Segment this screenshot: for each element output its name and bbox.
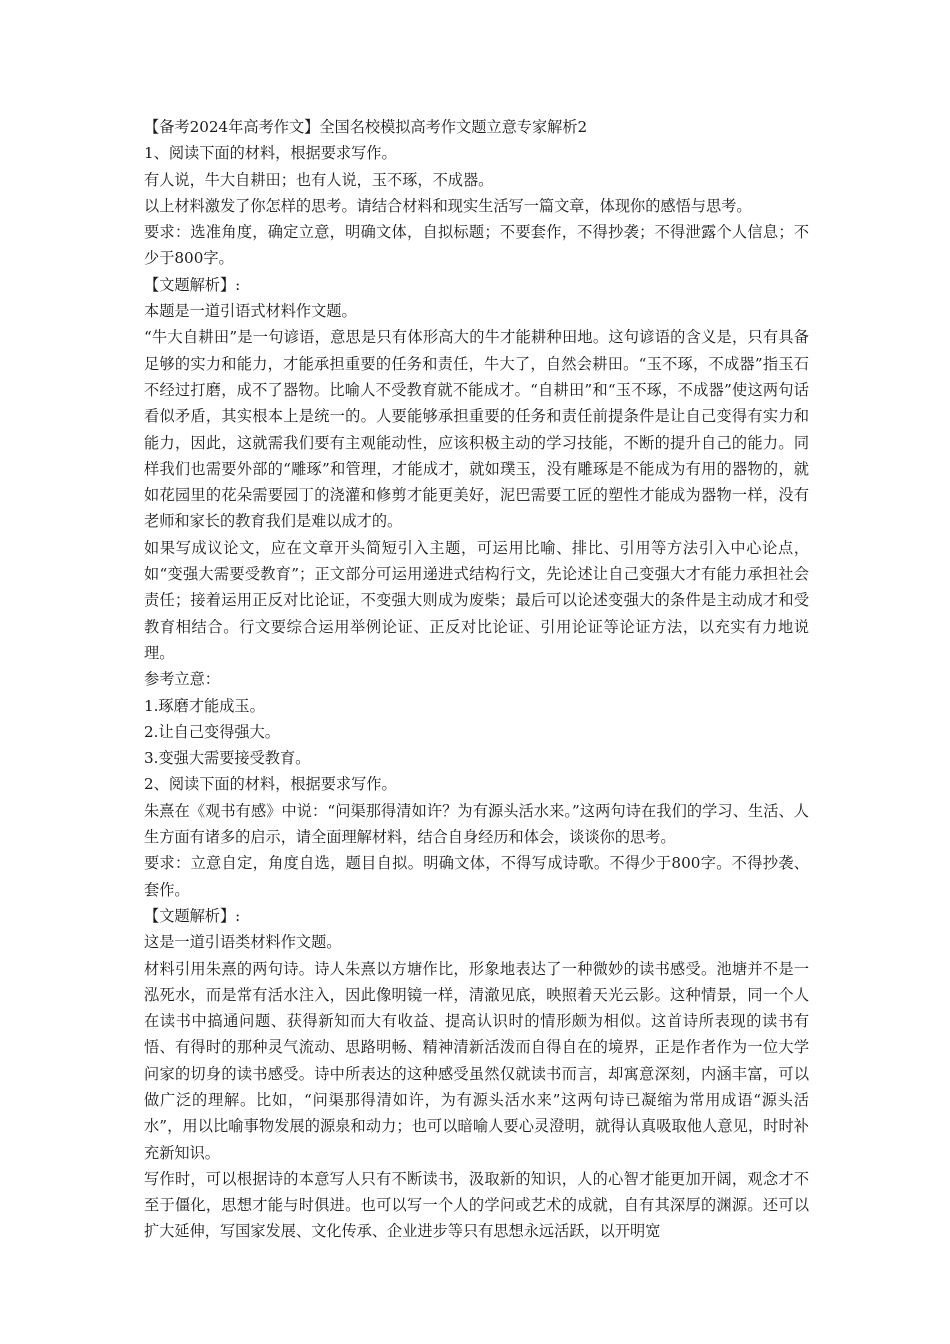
q1-analysis-type: 本题是一道引语式材料作文题。 [144,302,357,321]
q2-requirements: 要求：立意自定，角度自选，题目自拟。明确文体，不得写成诗歌。不得少于800字。不得抄袭、套作。 [144,854,809,899]
q1-requirements: 要求：选准角度，确定立意，明确文体，自拟标题；不要套作，不得抄袭；不得泄露个人信息；不少于800字。 [144,223,809,268]
q1-prompt: 以上材料激发了你怎样的思考。请结合材料和现实生活写一篇文章，体现你的感悟与思考。 [144,196,752,215]
q1-analysis-body: “牛大自耕田”是一句谚语，意思是只有体形高大的牛才能耕种田地。这句谚语的含义是，只有具备足够的实力和能力，才能承担重要的任务和责任，牛大了，自然会耕田。“玉不琢，不成器”指玉石不经过打磨，成不了器物。比喻人不受教育就不能成才。“自耕田”和“玉不琢，不成器”使这两句话看似矛盾，其实根本上是统一的。人要能够承担重要的任务和责任前提条件是让自己变得有实力和能力，因此，这就需我们要有主观能动性，应该积极主动的学习技能，不断的提升自己的能力。同样我们也需要外部的“雕琢”和管理，才能成才，就如璞玉，没有雕琢是不能成为有用的器物的，就如花园里的花朵需要园丁的浇灌和修剪才能更美好，泥巴需要工匠的塑性才能成为器物一样，没有老师和家长的教育我们是难以成才的。 [144,328,809,531]
q1-writing-advice: 如果写成议论文，应在文章开头简短引入主题，可运用比喻、排比、引用等方法引入中心论点，如“变强大需要受教育”；正文部分可运用递进式结构行文，先论述让自己变强大才有能力承担社会责任；接着运用正反对比论证，不变强大则成为废柴；最后可以论述变强大的条件是主动成才和受教育相结合。行文要综合运用举例论证、正反对比论证、引用论证等论证方法，以充实有力地说理。 [144,538,809,662]
q1-reference-item: 2.让自己变得强大。 [144,722,280,741]
document-page [144,114,809,1245]
q1-reference-item: 3.变强大需要接受教育。 [144,749,311,768]
q2-heading: 2、阅读下面的材料，根据要求写作。 [144,775,397,794]
q1-material: 有人说，牛大自耕田；也有人说，玉不琢，不成器。 [144,170,494,189]
q2-analysis-body: 材料引用朱熹的两句诗。诗人朱熹以方塘作比，形象地表达了一种微妙的读书感受。池塘并不是一泓死水，而是常有活水注入，因此像明镜一样，清澈见底，映照着天光云影。这种情景，同一个人在读书中搞通问题、获得新知而大有收益、提高认识时的情形颇为相似。这首诗所表现的读书有悟、有得时的那种灵气流动、思路明畅、精神清新活泼而自得自在的境界，正是作者作为一位大学问家的切身的读书感受。诗中所表达的这种感受虽然仅就读书而言，却寓意深刻，内涵丰富，可以做广泛的理解。比如，“问渠那得清如许，为有源头活水来”这两句诗已凝缩为常用成语“源头活水”，用以比喻事物发展的源泉和动力；也可以暗喻人要心灵澄明，就得认真吸取他人意见，时时补充新知识。 [144,959,809,1162]
q1-heading: 1、阅读下面的材料，根据要求写作。 [144,144,397,163]
q2-analysis-label: 【文题解析】: [144,906,241,925]
q2-material: 朱熹在《观书有感》中说：“问渠那得清如许？为有源头活水来。”这两句诗在我们的学习、生活、人生方面有诸多的启示，请全面理解材料，结合自身经历和体会，谈谈你的思考。 [144,801,809,847]
q2-writing-advice: 写作时，可以根据诗的本意写人只有不断读书，汲取新的知识，人的心智才能更加开阔，观念才不至于僵化，思想才能与时俱进。也可以写一个人的学问或艺术的成就，自有其深厚的渊源。还可以扩大延伸，写国家发展、文化传承、企业进步等只有思想永远活跃，以开明宽 [144,1169,809,1241]
q1-analysis-label: 【文题解析】: [144,275,241,294]
q2-analysis-type: 这是一道引语类材料作文题。 [144,933,342,952]
q1-reference-item: 1.琢磨才能成玉。 [144,696,265,715]
q1-reference-label: 参考立意： [144,670,220,689]
document-title: 【备考2024年高考作文】全国名校模拟高考作文题立意专家解析2 [144,118,588,136]
